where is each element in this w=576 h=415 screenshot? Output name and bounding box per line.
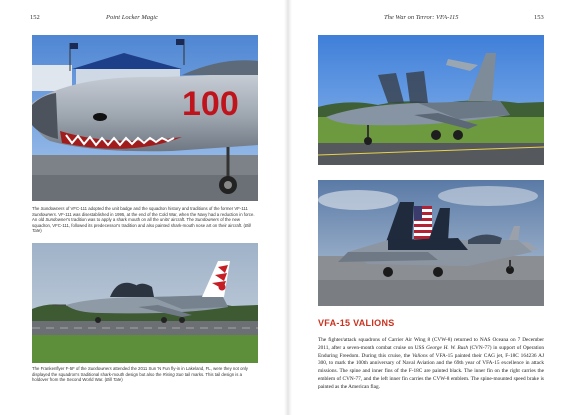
caption-bottom-left: The Frankenflyer F-5F of the Sundowners attended the 2011 Sun 'N Fun fly-in in Lakeland, FL, were they not only displayed the squadron's traditional shark-mouth design but also the Rising Sun tail marks. This tail design is a holdover from the Second World War. (Bill Tate) (32, 366, 248, 383)
body-paragraph: The fighter/attack squadrons of Carrier Air Wing 8 (CVW-8) returned to NAS Oceana on 7 December 2011, after a seven-month combat cruise on USS George H. W. Bush (CVN-77) in support of Operation Enduring Freedom. During this cruise, the Valions of VFA-15 painted their CAG jet, F-18C 164236 AJ 300, to mark the 100th anniversary of Naval Aviation and the 69th year of VFA-15 excellence in attack missions. The spine and inner fins of the F-18C are painted black. The inner fin on the right carries the emblem of CVN-77, and the left inner fin carries the CVW-8 emblem. The spine-mounted speed brake is painted as the American flag. (318, 337, 545, 390)
photo-sundowners-nose (32, 35, 258, 201)
caption-top-left: The Sundowners of VFC-111 adopted the unit badge and the squadron history and traditions of the former VF-111 Sundowners. VF-111 was disestablished in 1995, at the end of the Cold War, when the Navy had a reduction in force. An old Sundowner's tradition was to apply a shark mouth on all the units' aircraft. The Sundowners of the new squadron, VFC-111, followed its predecessor's tradition and also painted shark-mouth nose art on their aircraft. (Bill Tate) (32, 206, 255, 234)
section-title: VFA-15 VALIONS (318, 318, 395, 328)
photo-fa18c-cag-jet (318, 180, 544, 306)
right-folio: 153 (534, 14, 544, 21)
book-gutter (284, 0, 292, 415)
right-running-head: The War on Terror: VFA-115 (384, 14, 459, 21)
left-running-head: Point Locker Magic (106, 14, 158, 21)
photo-f5-taxiing (318, 35, 544, 165)
left-folio: 152 (30, 14, 40, 21)
photo-f5f-sun-n-fun (32, 243, 258, 363)
nose-number: 100 (182, 85, 239, 123)
